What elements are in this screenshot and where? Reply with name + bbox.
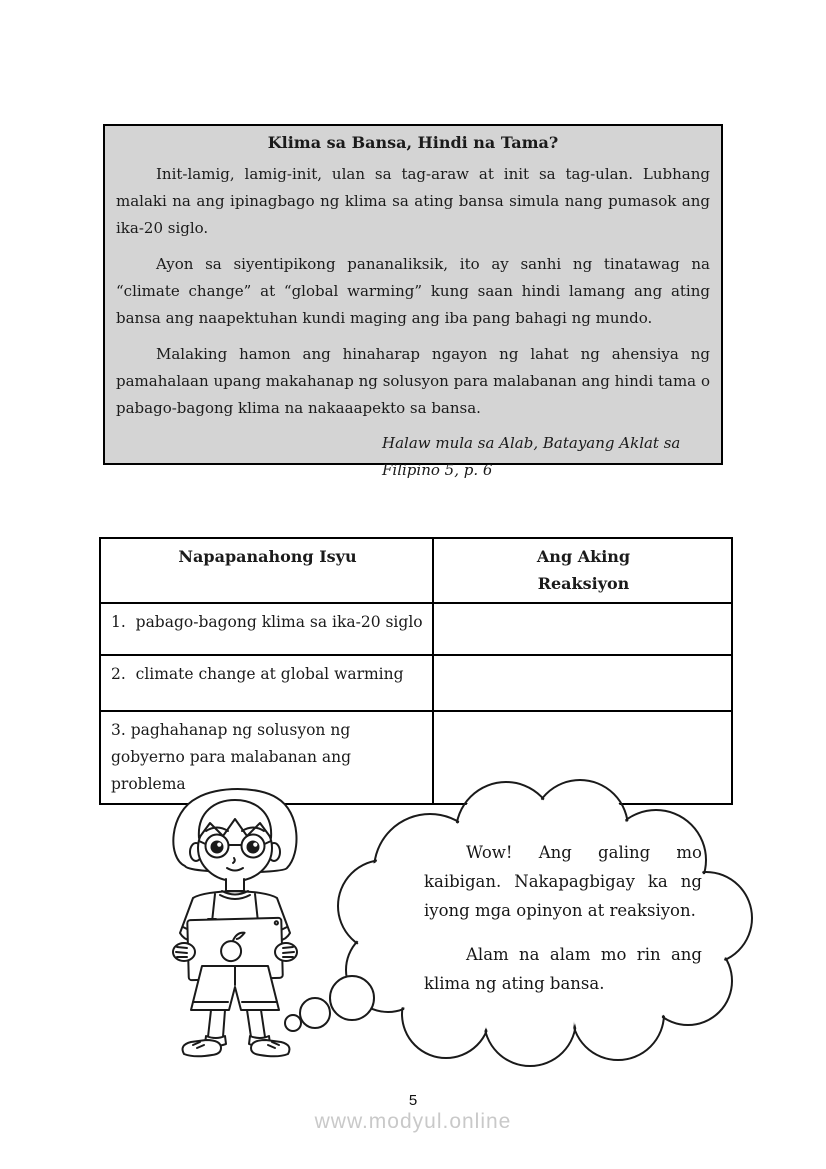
thought-bubble-text <box>424 838 702 998</box>
column-header-reaction <box>433 538 732 603</box>
passage-paragraph: Ayon sa siyentipikong pananaliksik, ito ay sanhi ng tinatawag na “climate change” at “global warming” kung saan hindi lamang ang ating bansa ang naapektuhan kundi maging ang iba pang bahagi ng mundo. <box>116 255 710 327</box>
bubble-paragraph: Wow! Ang galing mo kaibigan. Nakapagbigay ka ng iyong mga opinyon at reaksiyon. <box>424 843 702 920</box>
table-header-row <box>100 538 732 603</box>
page-number: 5 <box>408 1092 418 1109</box>
illustration-section <box>0 770 826 1080</box>
table-row <box>100 603 732 655</box>
passage-citation <box>382 430 710 484</box>
column-header-reaction-line: Ang Aking <box>536 547 631 566</box>
laptop-logo <box>221 941 242 962</box>
column-header-reaction-line: Reaksiyon <box>537 574 630 593</box>
student-illustration <box>127 786 377 1058</box>
issue-reaction-table <box>99 537 733 805</box>
column-header-issue: Napapanahong Isyu <box>100 538 433 603</box>
bubble-paragraph: Alam na alam mo rin ang klima ng ating bansa. <box>424 945 702 993</box>
issue-cell: 3. paghahanap ng solusyon ng gobyerno para malabanan ang problema <box>100 711 433 804</box>
watermark: www.modyul.online <box>314 1110 512 1133</box>
reading-passage-box <box>103 124 723 479</box>
reaction-cell <box>433 655 732 711</box>
passage-paragraph: Malaking hamon ang hinaharap ngayon ng lahat ng ahensiya ng pamahalaan upang makahanap ng solusyon para malabanan ang hindi tama o pabago-bagong klima na nakaaapekto sa bansa. <box>116 345 710 417</box>
passage-title: Klima sa Bansa, Hindi na Tama? <box>267 133 559 152</box>
passage-paragraph: Init-lamig, lamig-init, ulan sa tag-araw at init sa tag-ulan. Lubhang malaki na ang ipinagbago ng klima sa ating bansa simula nang pumasok ang ika-20 siglo. <box>116 165 710 237</box>
table-row <box>100 655 732 711</box>
citation-line: Filipino 5, p. 6 <box>382 461 493 479</box>
citation-line: Halaw mula sa Alab, Batayang Aklat sa <box>382 434 681 452</box>
issue-cell: 1. pabago-bagong klima sa ika-20 siglo <box>100 603 433 655</box>
issue-cell: 2. climate change at global warming <box>100 655 433 711</box>
reaction-cell <box>433 603 732 655</box>
